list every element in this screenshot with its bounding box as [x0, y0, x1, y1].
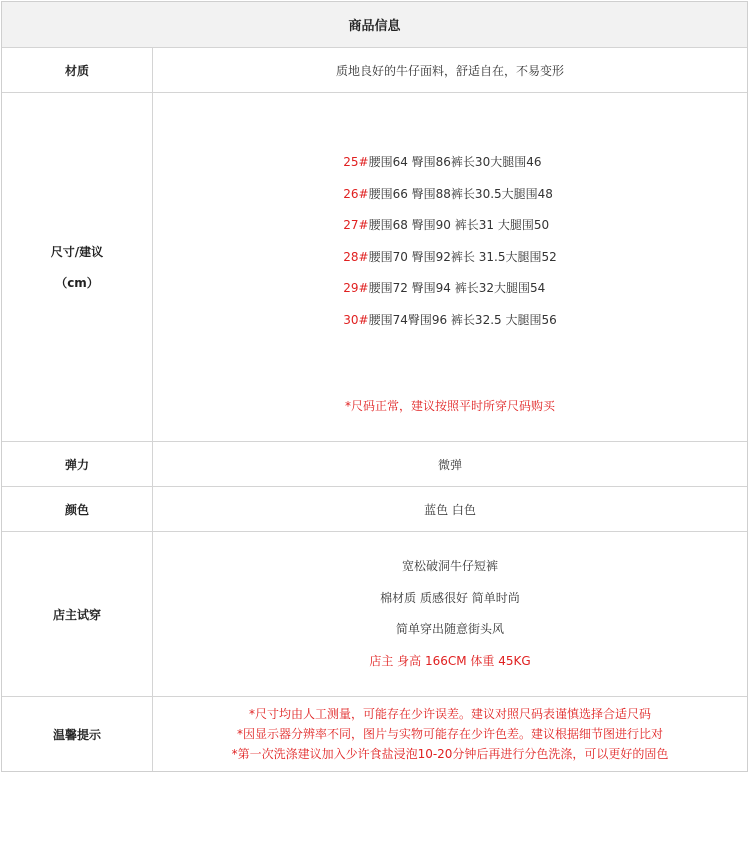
size-item [343, 147, 557, 179]
tips-label-text: 温馨提示 [52, 727, 101, 742]
size-item [343, 210, 557, 242]
size-detail: 腰围68 臀围90 裤长31 大腿围50 [368, 218, 550, 232]
size-code: 27# [343, 218, 369, 232]
size-code: 28# [343, 249, 369, 264]
tryon-label [2, 532, 153, 696]
size-item [343, 305, 557, 337]
row-tryon [2, 531, 747, 696]
tryon-value [153, 532, 747, 696]
size-detail: 腰围74臀围96 裤长32.5 大腿围56 [368, 312, 557, 327]
elastic-label [2, 442, 153, 486]
size-code: 25# [343, 155, 369, 169]
table-header [2, 2, 747, 47]
size-detail: 腰围70 臀围92裤长 31.5大腿围52 [368, 249, 557, 264]
size-label-text: 尺寸/建议 [50, 245, 104, 259]
row-tips [2, 696, 747, 771]
size-label [2, 93, 153, 441]
tips-value [153, 697, 747, 771]
size-code: 29# [343, 281, 369, 295]
size-detail: 腰围72 臀围94 裤长32大腿围54 [368, 281, 546, 295]
size-detail: 腰围64 臀围86裤长30大腿围46 [368, 155, 542, 169]
color-value-text: 蓝色 白色 [424, 502, 476, 517]
size-note: *尺码正常，建议按照平时所穿尺码购买 [344, 399, 555, 413]
size-code: 26# [343, 186, 369, 201]
product-info-table [1, 1, 748, 772]
tryon-owner-stats: 店主 身高 166CM 体重 45KG [369, 653, 531, 668]
size-item [343, 179, 557, 211]
elastic-value-text: 微弹 [437, 457, 462, 472]
elastic-label-text: 弹力 [64, 457, 89, 472]
color-value [153, 487, 747, 531]
tip-line: *第一次洗涤建议加入少许食盐浸泡10-20分钟后再进行分色洗涤，可以更好的固色 [231, 747, 669, 761]
elastic-value [153, 442, 747, 486]
tryon-line: 棉材质 质感很好 简单时尚 [380, 590, 520, 605]
material-label-text: 材质 [64, 63, 89, 78]
material-value [153, 48, 747, 92]
tryon-line: 简单穿出随意街头风 [395, 622, 504, 636]
size-value [153, 93, 747, 441]
tryon-line: 宽松破洞牛仔短裤 [401, 559, 498, 573]
material-value-text: 质地良好的牛仔面料，舒适自在，不易变形 [335, 63, 564, 78]
tip-line: *尺寸均由人工测量，可能存在少许误差。建议对照尺码表谨慎选择合适尺码 [248, 707, 651, 721]
row-size [2, 92, 747, 441]
tryon-label-text: 店主试穿 [52, 607, 101, 622]
size-detail: 腰围66 臀围88裤长30.5大腿围48 [368, 186, 553, 201]
row-material [2, 47, 747, 92]
row-elastic [2, 441, 747, 486]
color-label [2, 487, 153, 531]
size-item [343, 273, 557, 305]
tips-label [2, 697, 153, 771]
material-label [2, 48, 153, 92]
size-code: 30# [343, 312, 369, 327]
size-item [343, 242, 557, 274]
tip-line: *因显示器分辨率不同，图片与实物可能存在少许色差。建议根据细节图进行比对 [236, 727, 663, 741]
table-title: 商品信息 [348, 19, 401, 34]
color-label-text: 颜色 [64, 502, 89, 517]
size-list [343, 147, 557, 336]
row-color [2, 486, 747, 531]
size-unit-text: （cm） [55, 276, 99, 290]
